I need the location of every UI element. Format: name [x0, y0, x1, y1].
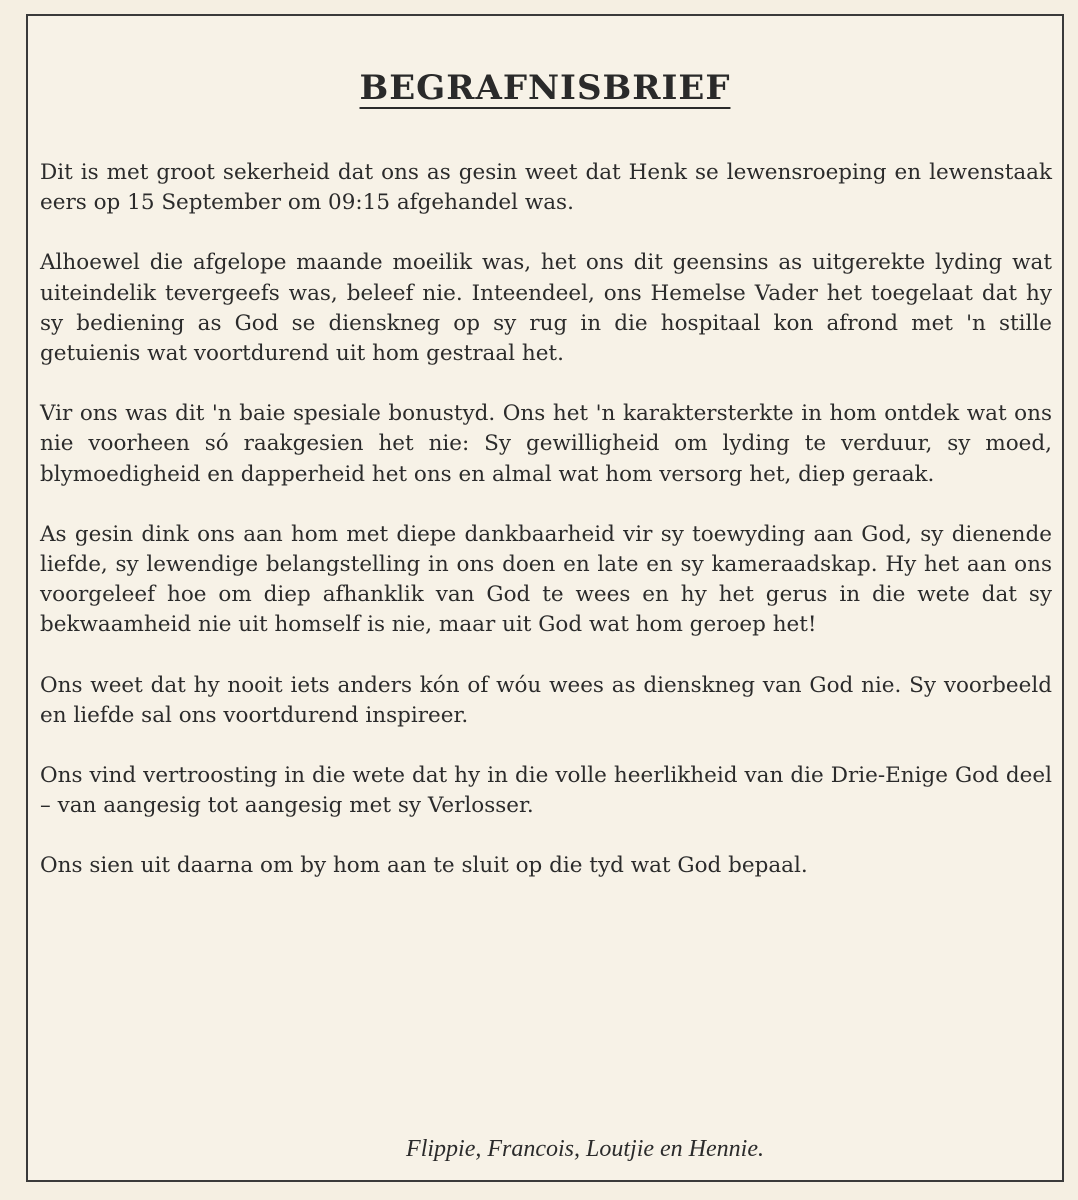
- paragraph-3: Vir ons was dit 'n baie spesiale bonustyd. Ons het 'n karaktersterkte in hom ontdek wat ons nie voorheen só raakgesien het nie: Sy gewilligheid om lyding te verduur, sy moed, blymoedigheid en dapperheid het ons en almal wat hom versorg het, diep geraak.: [40, 401, 1052, 487]
- letter-border-frame: [26, 14, 1064, 1182]
- paragraph-7: Ons sien uit daarna om by hom aan te sluit op die tyd wat God bepaal.: [40, 853, 808, 879]
- paragraph-2: Alhoewel die afgelope maande moeilik was, het ons dit geensins as uitgerekte lyding wat uiteindelik tevergeefs was, beleef nie. Inteendeel, ons Hemelse Vader het toegelaat dat hy sy bediening as God se dienskneg op sy rug in die hospitaal kon afrond met 'n stille getuienis wat voortdurend uit hom gestraal het.: [40, 250, 1052, 367]
- paragraph-4: As gesin dink ons aan hom met diepe dankbaarheid vir sy toewyding aan God, sy dienende liefde, sy lewendige belangstelling in ons doen en late en sy kameraadskap. Hy het aan ons voorgeleef hoe om diep afhanklik van God te wees en hy het gerus in die wete dat sy bekwaamheid nie uit homself is nie, maar uit God wat hom geroep het!: [40, 521, 1052, 638]
- paragraph-5: Ons weet dat hy nooit iets anders kón of wóu wees as dienskneg van God nie. Sy voorbeeld en liefde sal ons voortdurend inspireer.: [40, 672, 1052, 728]
- letter-body: [40, 158, 1052, 912]
- paragraph-6: Ons vind vertroosting in die wete dat hy in die volle heerlikheid van die Drie-Enige God deel – van aangesig tot aangesig met sy Verlosser.: [40, 763, 1052, 819]
- paragraph-1: Dit is met groot sekerheid dat ons as gesin weet dat Henk se lewensroeping en lewenstaak eers op 15 September om 09:15 afgehandel was.: [40, 160, 1052, 216]
- title-text: BEGRAFNISBRIEF: [359, 68, 731, 108]
- signature: Flippie, Francois, Loutjie en Hennie.: [406, 1136, 764, 1162]
- page-title: [28, 68, 1062, 108]
